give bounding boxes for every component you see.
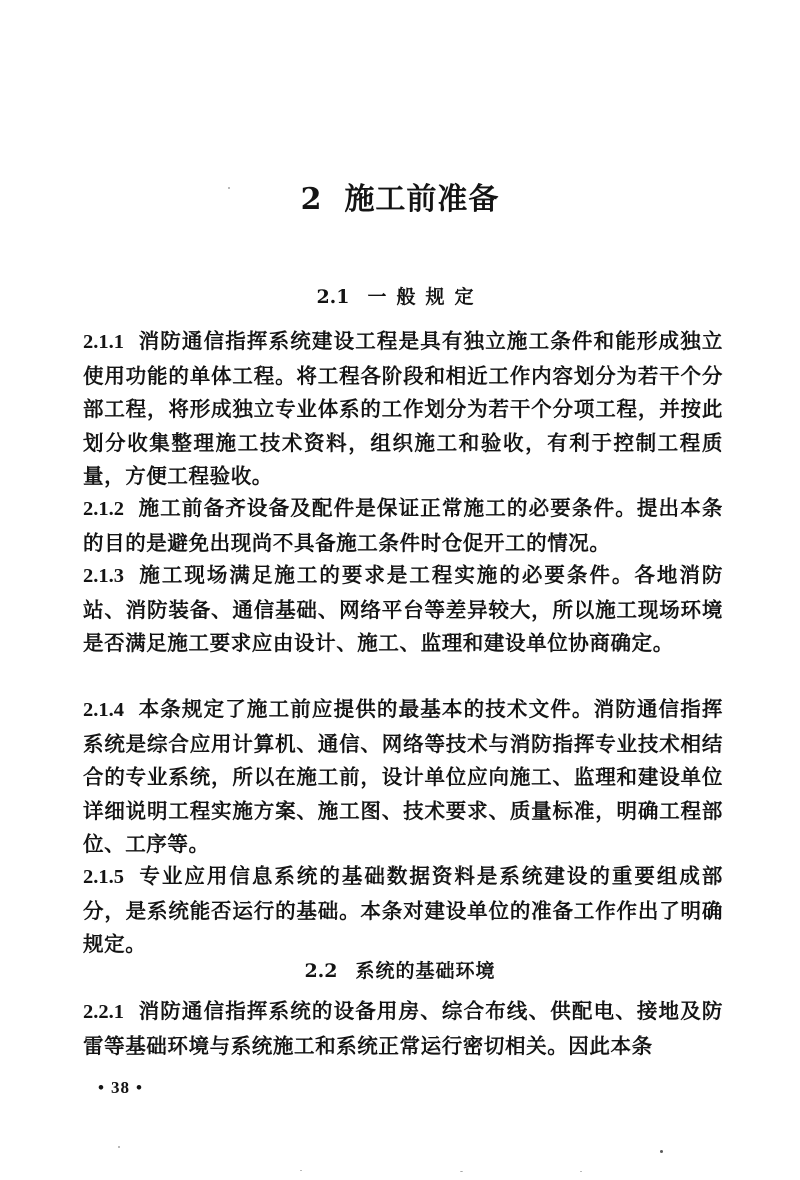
clause-text: 专业应用信息系统的基础数据资料是系统建设的重要组成部分，是系统能否运行的基础。本条对建设单位的准备工作作出了明确规定。 <box>83 864 723 956</box>
scan-speck <box>580 1171 582 1172</box>
clause-text: 消防通信指挥系统的设备用房、综合布线、供配电、接地及防雷等基础环境与系统施工和系统正常运行密切相关。因此本条 <box>83 999 723 1058</box>
section-heading-2-2 <box>0 957 800 985</box>
clause-2-1-1 <box>83 325 723 494</box>
scan-speck <box>460 1171 463 1172</box>
clause-2-1-3 <box>83 559 723 661</box>
clause-number: 2.1.4 <box>83 699 124 721</box>
clause-2-1-4 <box>83 693 723 862</box>
section-heading-2-1 <box>0 283 800 311</box>
scan-speck <box>118 1146 120 1148</box>
clause-number: 2.1.5 <box>83 866 124 888</box>
section-number: 2.2 <box>304 960 338 982</box>
section-number: 2.1 <box>316 286 350 308</box>
chapter-heading <box>0 178 800 222</box>
clause-number: 2.1.3 <box>83 565 124 587</box>
chapter-number: 2 <box>300 182 323 217</box>
scan-speck <box>300 1170 302 1171</box>
clause-number: 2.1.2 <box>83 498 124 520</box>
bullet-icon: • <box>135 1078 143 1097</box>
clause-text: 施工前备齐设备及配件是保证正常施工的必要条件。提出本条的目的是避免出现尚不具备施工条件时仓促开工的情况。 <box>83 496 723 555</box>
clause-2-1-2 <box>83 492 723 560</box>
chapter-title: 施工前准备 <box>344 182 500 217</box>
clause-number: 2.1.1 <box>83 331 124 353</box>
section-title: 一般规定 <box>367 286 484 308</box>
clause-text: 消防通信指挥系统建设工程是具有独立施工条件和能形成独立使用功能的单体工程。将工程各阶段和相近工作内容划分为若干个分部工程，将形成独立专业体系的工作划分为若干个分项工程，并按此划分收集整理施工技术资料，组织施工和验收，有利于控制工程质量，方便工程验收。 <box>83 329 723 488</box>
clause-number: 2.2.1 <box>83 1001 124 1023</box>
section-title: 系统的基础环境 <box>355 960 496 982</box>
scan-speck <box>228 187 230 189</box>
scan-speck <box>660 1150 663 1153</box>
page-number <box>92 1078 149 1098</box>
clause-text: 本条规定了施工前应提供的最基本的技术文件。消防通信指挥系统是综合应用计算机、通信、网络等技术与消防指挥专业技术相结合的专业系统，所以在施工前，设计单位应向施工、监理和建设单位详细说明工程实施方案、施工图、技术要求、质量标准，明确工程部位、工序等。 <box>83 697 723 856</box>
clause-text: 施工现场满足施工的要求是工程实施的必要条件。各地消防站、消防装备、通信基础、网络平台等差异较大，所以施工现场环境是否满足施工要求应由设计、施工、监理和建设单位协商确定。 <box>83 563 723 655</box>
page-number-value: 38 <box>110 1078 130 1097</box>
clause-2-1-5 <box>83 860 723 962</box>
clause-2-2-1 <box>83 995 723 1063</box>
bullet-icon: • <box>98 1078 105 1097</box>
